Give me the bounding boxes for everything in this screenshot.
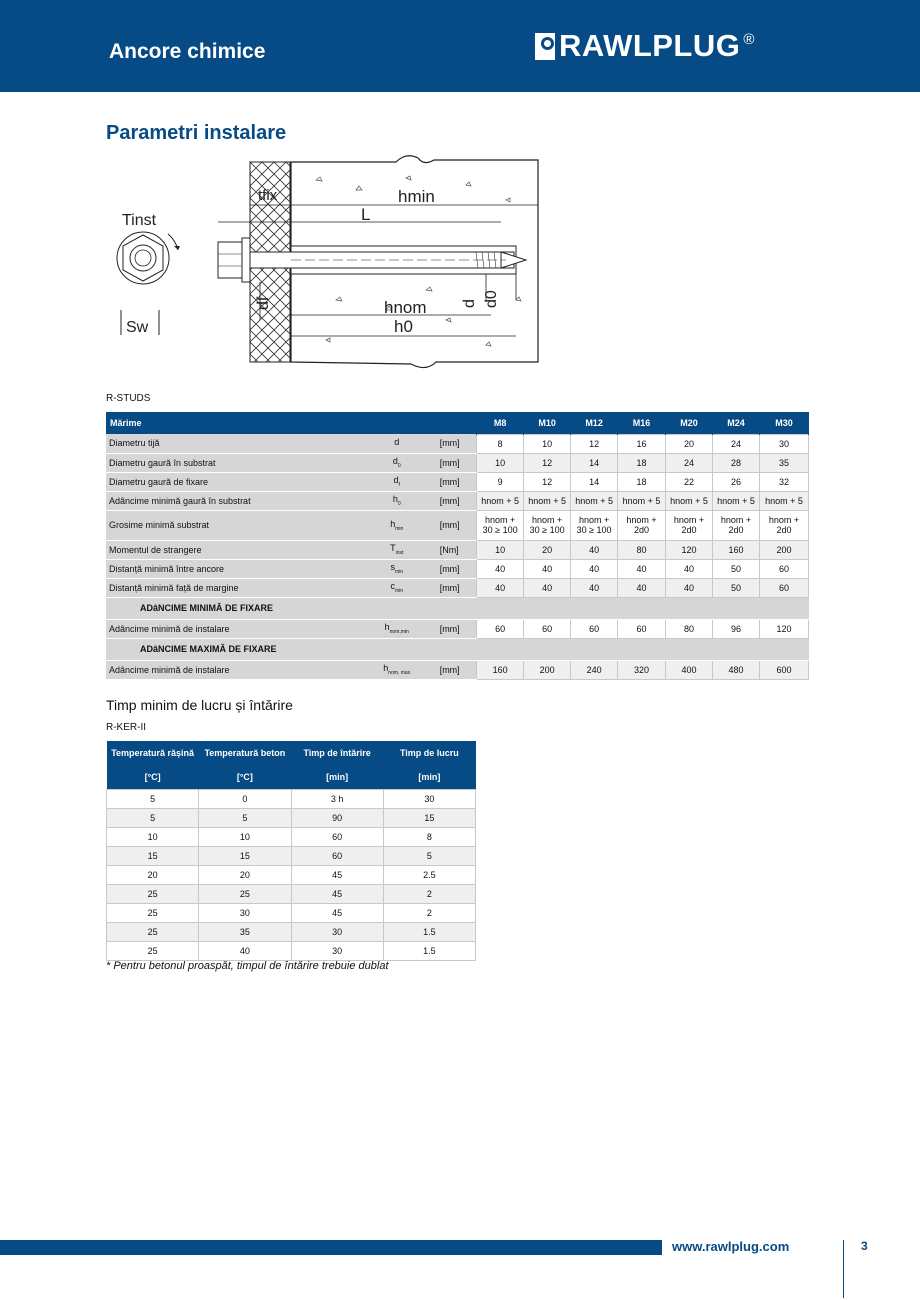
column-header-m24: M24 xyxy=(713,412,760,434)
row-symbol xyxy=(356,434,438,453)
table-header-row xyxy=(106,412,809,434)
table-row xyxy=(106,510,809,540)
table-cell: 24 xyxy=(666,453,713,472)
symbol-text: c xyxy=(390,581,395,592)
section-label: ADâNCIME MAXIMĂ DE FIXARE xyxy=(106,638,477,660)
table-cell: 80 xyxy=(666,619,713,638)
curing-units-row xyxy=(107,765,476,789)
table-cell: 40 xyxy=(477,578,524,597)
table-cell: 5 xyxy=(383,846,475,865)
table-cell xyxy=(713,510,760,540)
table-cell: 60 xyxy=(291,846,383,865)
table-cell: 50 xyxy=(713,559,760,578)
cell-line: hnom + xyxy=(578,515,610,525)
table-cell: 40 xyxy=(666,559,713,578)
row-symbol xyxy=(356,453,438,472)
table-cell: 10 xyxy=(199,827,291,846)
table-cell: 120 xyxy=(759,619,808,638)
row-label: Diametru gaură de fixare xyxy=(106,472,356,491)
table-cell: 80 xyxy=(618,540,666,559)
table-cell: 90 xyxy=(291,808,383,827)
label-h0: h0 xyxy=(394,317,413,336)
row-unit: [mm] xyxy=(438,619,477,638)
table-cell: 30 xyxy=(291,922,383,941)
table-row xyxy=(107,846,476,865)
cell-line: 2d0 xyxy=(776,525,792,535)
row-unit: [mm] xyxy=(438,491,477,510)
symbol-text: d xyxy=(393,475,399,486)
symbol-subscript: f xyxy=(398,481,400,488)
row-unit: [mm] xyxy=(438,578,477,597)
footer-website-link[interactable]: www.rawlplug.com xyxy=(672,1239,790,1254)
column-header-m16: M16 xyxy=(618,412,666,434)
logo-mark-icon xyxy=(535,33,555,60)
table-cell xyxy=(477,510,524,540)
table-cell: 35 xyxy=(759,453,808,472)
row-label: Momentul de strangere xyxy=(106,540,356,559)
table-cell: 40 xyxy=(618,578,666,597)
table-cell: 25 xyxy=(107,922,199,941)
table-cell: 15 xyxy=(383,808,475,827)
table-cell: 30 xyxy=(199,903,291,922)
table-cell: 20 xyxy=(524,540,571,559)
table-row xyxy=(106,540,809,559)
table-cell: 14 xyxy=(571,472,618,491)
table-row xyxy=(107,789,476,808)
row-label: Adâncime minimă de instalare xyxy=(106,619,356,638)
label-sw: Sw xyxy=(126,319,149,336)
table-cell: 16 xyxy=(618,434,666,453)
table-row xyxy=(107,903,476,922)
table-cell: 0 xyxy=(199,789,291,808)
table-cell xyxy=(571,510,618,540)
table-cell: 25 xyxy=(199,884,291,903)
table-cell: 60 xyxy=(759,578,808,597)
table-cell: 24 xyxy=(713,434,760,453)
row-label: Diametru tijă xyxy=(106,434,356,453)
table-cell: 25 xyxy=(107,884,199,903)
label-d0: d0 xyxy=(483,290,500,308)
curing-time-table xyxy=(106,741,476,961)
column-header-size: Mărime xyxy=(106,412,477,434)
table-cell: 12 xyxy=(524,453,571,472)
section-label: ADâNCIME MINIMĂ DE FIXARE xyxy=(106,597,477,619)
table-row xyxy=(107,827,476,846)
table-cell: 1.5 xyxy=(383,941,475,960)
table-cell: 45 xyxy=(291,903,383,922)
label-tfix: tfix xyxy=(258,187,278,204)
table-cell: 26 xyxy=(713,472,760,491)
section-row xyxy=(106,638,809,660)
table-cell xyxy=(759,510,808,540)
table-row xyxy=(106,619,809,638)
unit-resin-temp: [°C] xyxy=(107,765,199,789)
table-cell: 5 xyxy=(107,789,199,808)
curing-title: Timp minim de lucru și întărire xyxy=(106,697,293,713)
cell-line: hnom + xyxy=(485,515,516,525)
rawlplug-logo xyxy=(535,30,754,62)
logo-registered-mark: ® xyxy=(743,31,755,48)
table-cell: 32 xyxy=(759,472,808,491)
curing-footnote: * Pentru betonul proaspăt, timpul de întărire trebuie dublat xyxy=(106,960,389,972)
footer-bar xyxy=(0,1240,662,1255)
unit-curing-time: [min] xyxy=(291,765,383,789)
table-cell: 40 xyxy=(199,941,291,960)
label-hmin: hmin xyxy=(398,187,435,206)
table-cell: 40 xyxy=(477,559,524,578)
table-cell: hnom + 5 xyxy=(618,491,666,510)
table-cell: 160 xyxy=(713,540,760,559)
table-cell: 30 xyxy=(759,434,808,453)
table-cell: 40 xyxy=(571,578,618,597)
table-cell: 5 xyxy=(199,808,291,827)
table-row xyxy=(106,453,809,472)
table-cell: 2.5 xyxy=(383,865,475,884)
table-cell: 400 xyxy=(666,660,713,679)
rstuds-label: R-STUDS xyxy=(106,393,151,404)
symbol-subscript: min xyxy=(394,568,403,575)
unit-concrete-temp: [°C] xyxy=(199,765,291,789)
row-label: Adâncime minimă gaură în substrat xyxy=(106,491,356,510)
table-cell: 15 xyxy=(107,846,199,865)
symbol-text: d xyxy=(392,456,398,467)
table-cell: hnom + 5 xyxy=(713,491,760,510)
table-cell: 20 xyxy=(107,865,199,884)
table-cell: 15 xyxy=(199,846,291,865)
installation-diagram xyxy=(106,150,546,370)
column-header-m20: M20 xyxy=(666,412,713,434)
table-cell: 40 xyxy=(666,578,713,597)
cell-line: hnom + xyxy=(626,515,657,525)
section-filler xyxy=(477,597,809,619)
symbol-text: s xyxy=(390,562,395,573)
table-cell: 60 xyxy=(571,619,618,638)
column-header-m10: M10 xyxy=(524,412,571,434)
curing-table-body xyxy=(107,789,476,960)
symbol-text: h xyxy=(383,663,389,674)
rker-label: R-KER-II xyxy=(106,722,146,733)
row-unit: [mm] xyxy=(438,434,477,453)
row-unit: [mm] xyxy=(438,510,477,540)
row-unit: [mm] xyxy=(438,660,477,679)
table-cell: 25 xyxy=(107,903,199,922)
label-hnom: hnom xyxy=(384,298,427,317)
table-cell: 10 xyxy=(477,453,524,472)
table-cell: 30 xyxy=(291,941,383,960)
table-cell: 8 xyxy=(477,434,524,453)
cell-line: hnom + xyxy=(768,515,800,525)
table-cell: 1.5 xyxy=(383,922,475,941)
column-header-m12: M12 xyxy=(571,412,618,434)
table-cell: 160 xyxy=(477,660,524,679)
table-cell: 10 xyxy=(107,827,199,846)
table-cell xyxy=(524,510,571,540)
table-cell: 18 xyxy=(618,453,666,472)
table-row xyxy=(107,884,476,903)
page-header xyxy=(0,0,920,92)
row-symbol xyxy=(356,578,438,597)
table-cell: 240 xyxy=(571,660,618,679)
table-row xyxy=(107,922,476,941)
table-cell: 120 xyxy=(666,540,713,559)
table-row xyxy=(106,434,809,453)
cell-line: 30 ≥ 100 xyxy=(482,525,518,535)
cell-line: hnom + xyxy=(673,515,705,525)
column-header-m8: M8 xyxy=(477,412,524,434)
table-cell: 10 xyxy=(524,434,571,453)
table-row xyxy=(106,472,809,491)
logo-text: RAWLPLUG xyxy=(559,28,741,63)
row-label: Diametru gaură în substrat xyxy=(106,453,356,472)
row-symbol xyxy=(356,559,438,578)
cell-line: 2d0 xyxy=(728,525,744,535)
label-df: df xyxy=(255,296,272,310)
column-header-curing-time: Timp de întărire xyxy=(291,741,383,765)
symbol-text: h xyxy=(392,494,398,505)
cell-line: 2d0 xyxy=(634,525,650,535)
table-cell: 40 xyxy=(524,559,571,578)
table-cell: 8 xyxy=(383,827,475,846)
table-cell: 40 xyxy=(524,578,571,597)
header-title: Ancore chimice xyxy=(109,40,266,63)
row-symbol xyxy=(356,619,438,638)
table-cell: 2 xyxy=(383,903,475,922)
cell-line: 2d0 xyxy=(681,525,697,535)
section-filler xyxy=(477,638,809,660)
table-cell: 60 xyxy=(524,619,571,638)
table-cell: 5 xyxy=(107,808,199,827)
table-cell: 10 xyxy=(477,540,524,559)
table-cell: 40 xyxy=(618,559,666,578)
row-symbol xyxy=(356,660,438,679)
table-cell: 28 xyxy=(713,453,760,472)
table-cell: 600 xyxy=(759,660,808,679)
symbol-subscript: min xyxy=(395,525,404,532)
column-header-concrete-temp: Temperatură beton xyxy=(199,741,291,765)
table-cell: 200 xyxy=(759,540,808,559)
rstuds-table-body xyxy=(106,434,809,679)
table-cell: 200 xyxy=(524,660,571,679)
table-cell: 9 xyxy=(477,472,524,491)
section-title: Parametri instalare xyxy=(106,122,287,144)
table-cell: 60 xyxy=(291,827,383,846)
cell-line: 30 ≥ 100 xyxy=(529,525,565,535)
footer-divider xyxy=(843,1240,844,1298)
row-unit: [mm] xyxy=(438,559,477,578)
row-symbol xyxy=(356,540,438,559)
table-row xyxy=(107,865,476,884)
cell-line: hnom + xyxy=(531,515,563,525)
table-row xyxy=(107,941,476,960)
table-cell: 12 xyxy=(571,434,618,453)
row-unit: [Nm] xyxy=(438,540,477,559)
table-cell: hnom + 5 xyxy=(524,491,571,510)
table-cell: 60 xyxy=(759,559,808,578)
table-cell: hnom + 5 xyxy=(759,491,808,510)
rstuds-parameters-table xyxy=(106,412,809,680)
table-cell: 40 xyxy=(571,540,618,559)
cell-line: 30 ≥ 100 xyxy=(576,525,612,535)
table-cell: hnom + 5 xyxy=(571,491,618,510)
table-cell: 20 xyxy=(666,434,713,453)
table-cell: 30 xyxy=(383,789,475,808)
unit-working-time: [min] xyxy=(383,765,475,789)
symbol-text: T xyxy=(390,543,396,554)
row-label: Distanță minimă față de margine xyxy=(106,578,356,597)
table-cell: 18 xyxy=(618,472,666,491)
table-cell: 2 xyxy=(383,884,475,903)
symbol-subscript: inst xyxy=(395,549,404,556)
table-cell: 3 h xyxy=(291,789,383,808)
table-row xyxy=(106,578,809,597)
row-label: Adâncime minimă de instalare xyxy=(106,660,356,679)
curing-header-row xyxy=(107,741,476,765)
table-cell: 45 xyxy=(291,884,383,903)
page-number: 3 xyxy=(861,1239,868,1253)
table-cell: 320 xyxy=(618,660,666,679)
column-header-resin-temp: Temperatură rășină xyxy=(107,741,199,765)
row-label: Distanță minimă între ancore xyxy=(106,559,356,578)
table-cell: 96 xyxy=(713,619,760,638)
table-cell: 14 xyxy=(571,453,618,472)
row-symbol xyxy=(356,510,438,540)
table-cell: 22 xyxy=(666,472,713,491)
section-row xyxy=(106,597,809,619)
table-cell xyxy=(618,510,666,540)
cell-line: hnom + xyxy=(720,515,752,525)
symbol-subscript: nom,min xyxy=(389,628,409,635)
table-cell: 480 xyxy=(713,660,760,679)
symbol-subscript: 0 xyxy=(397,462,401,469)
table-cell: 60 xyxy=(618,619,666,638)
table-cell: 45 xyxy=(291,865,383,884)
table-row xyxy=(107,808,476,827)
label-l: L xyxy=(361,205,371,224)
table-cell: 20 xyxy=(199,865,291,884)
table-row xyxy=(106,491,809,510)
table-row xyxy=(106,660,809,679)
row-symbol xyxy=(356,472,438,491)
symbol-text: h xyxy=(384,622,390,633)
table-cell xyxy=(666,510,713,540)
row-unit: [mm] xyxy=(438,472,477,491)
label-tinst: Tinst xyxy=(122,212,157,229)
row-label: Grosime minimă substrat xyxy=(106,510,356,540)
table-cell: 35 xyxy=(199,922,291,941)
table-cell: 40 xyxy=(571,559,618,578)
row-unit: [mm] xyxy=(438,453,477,472)
label-d: d xyxy=(461,299,478,308)
row-symbol xyxy=(356,491,438,510)
symbol-text: h xyxy=(390,518,396,529)
symbol-subscript: min xyxy=(394,587,403,594)
table-cell: 50 xyxy=(713,578,760,597)
table-row xyxy=(106,559,809,578)
table-cell: 25 xyxy=(107,941,199,960)
symbol-text: d xyxy=(394,436,400,447)
table-cell: 12 xyxy=(524,472,571,491)
symbol-subscript: nom, max xyxy=(388,669,411,676)
column-header-working-time: Timp de lucru xyxy=(383,741,475,765)
table-cell: 60 xyxy=(477,619,524,638)
table-cell: hnom + 5 xyxy=(477,491,524,510)
column-header-m30: M30 xyxy=(759,412,808,434)
table-cell: hnom + 5 xyxy=(666,491,713,510)
symbol-subscript: 0 xyxy=(397,500,401,507)
